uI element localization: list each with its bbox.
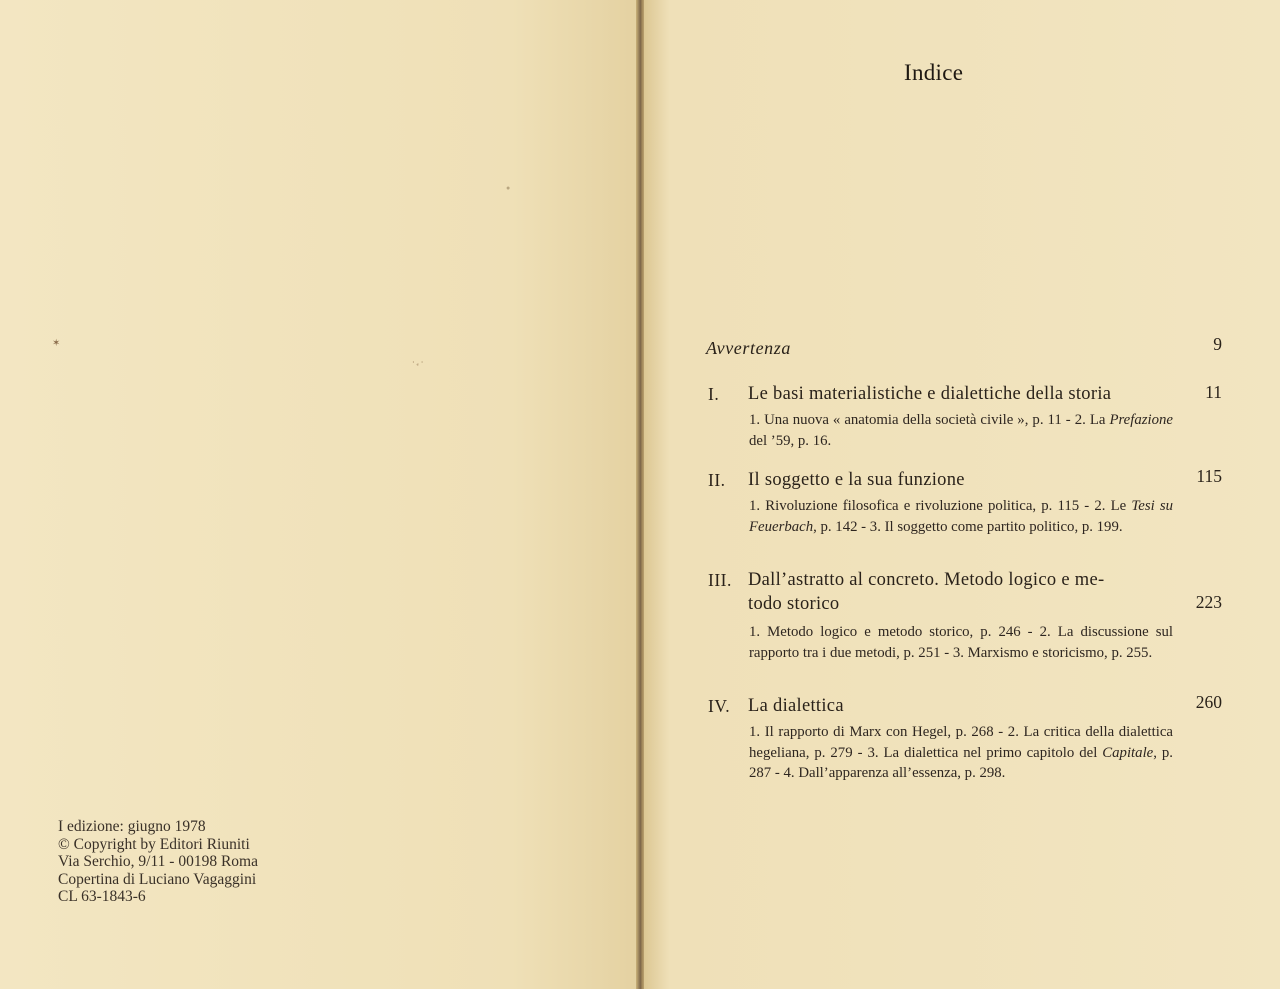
chapter-sections (749, 722, 1173, 784)
sections-text: 1. Il rapporto di Marx con Hegel, p. 268 - 2. La critica della dialettica hegeliana, p. 279 - 3. La dialettica nel primo capitolo del (749, 724, 1173, 761)
toc-chapter-2 (706, 468, 1226, 562)
colophon (58, 818, 290, 906)
toc-foreword (706, 334, 1226, 364)
chapter-page: 223 (1195, 592, 1222, 612)
toc-chapter-3 (706, 568, 1226, 678)
sections-text: , p. 287 - 4. Dall’apparenza all’essenza, p. 298. (749, 744, 1174, 781)
chapter-sections (749, 622, 1173, 663)
toc-chapter-1 (706, 382, 1226, 452)
index-title: Indice (904, 60, 964, 85)
toc-chapter-4 (706, 694, 1226, 804)
chapter-title: La dialettica (748, 696, 844, 716)
sections-text: 1. Una nuova « anatomia della società civile », p. 11 - 2. La (749, 412, 1110, 428)
chapter-sections (749, 496, 1173, 537)
sections-italic: Capitale (1102, 744, 1154, 761)
colophon-edition: I edizione: giugno 1978 (58, 818, 206, 835)
paper-speck: ● (506, 184, 511, 192)
sections-text: del ’59, p. 16. (749, 432, 832, 449)
chapter-title-line: Dall’astratto al concreto. Metodo logico e me- (748, 570, 1105, 590)
chapter-title: Il soggetto e la sua funzione (748, 470, 965, 490)
paper-speck: · ₑ · (412, 358, 424, 367)
sections-italic: Tesi su Feuerbach (749, 498, 1173, 535)
sections-text: , p. 142 - 3. Il soggetto come partito politico, p. 199. (813, 518, 1123, 535)
sections-italic: Prefazione (1109, 412, 1173, 428)
chapter-title (748, 568, 1178, 616)
chapter-title: Le basi materialistiche e dialettiche della storia (748, 384, 1112, 404)
colophon-address: Via Serchio, 9/11 - 00198 Roma (58, 853, 258, 870)
chapter-numeral: I. (708, 384, 720, 404)
chapter-title-line: todo storico (748, 594, 840, 614)
chapter-numeral: III. (708, 570, 732, 590)
sections-text: 1. Rivoluzione filosofica e rivoluzione politica, p. 115 - 2. Le (749, 498, 1132, 514)
chapter-page: 260 (1195, 692, 1222, 712)
sections-text: 1. Metodo logico e metodo storico, p. 246 - 2. La discussione sul rapporto tra i due metodi, p. 251 - 3. Marxismo e storicismo, p. 255. (749, 624, 1173, 661)
foreword-label: Avvertenza (706, 338, 791, 358)
chapter-numeral: IV. (708, 696, 731, 716)
chapter-page: 11 (1205, 382, 1222, 402)
foreword-page: 9 (1213, 334, 1222, 354)
chapter-sections (749, 410, 1173, 451)
colophon-cover: Copertina di Luciano Vagaggini (58, 870, 257, 888)
paper-speck: ✶ (52, 338, 61, 349)
colophon-copyright: © Copyright by Editori Riuniti (58, 835, 250, 853)
chapter-numeral: II. (708, 470, 726, 490)
colophon-code: CL 63-1843-6 (58, 888, 146, 905)
chapter-page: 115 (1196, 466, 1222, 486)
